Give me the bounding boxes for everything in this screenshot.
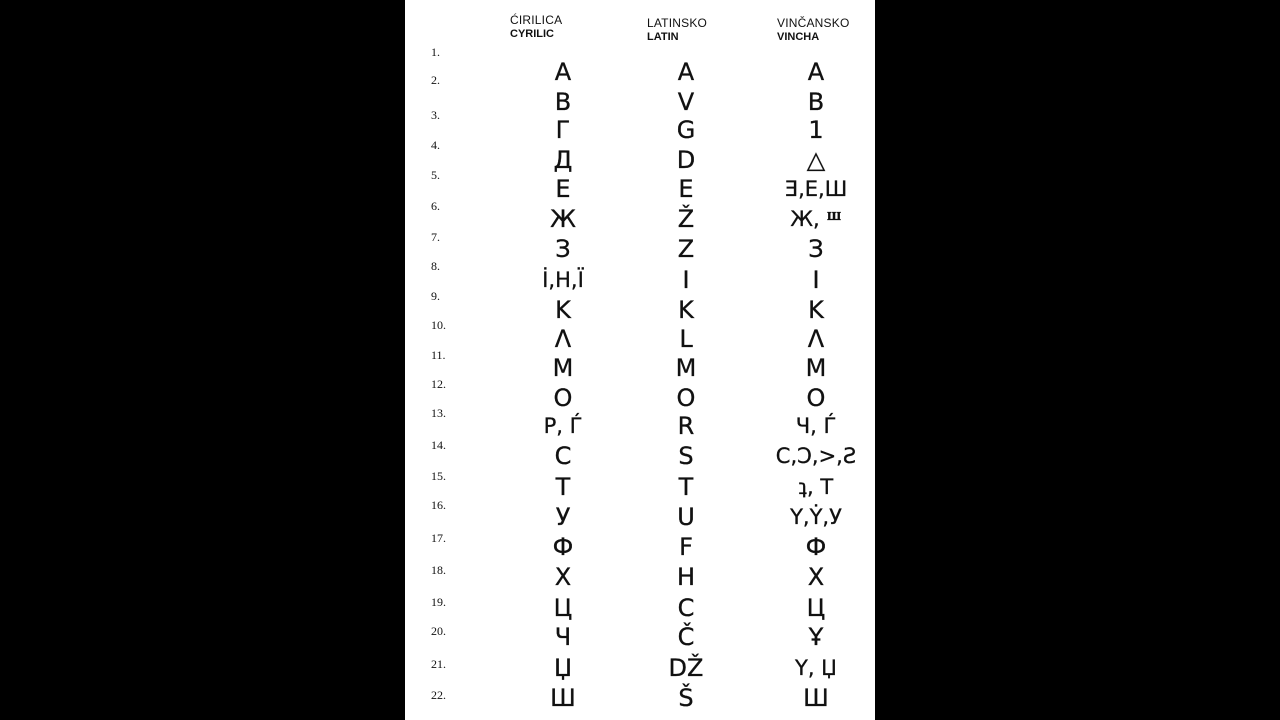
vinca-sign: Ш: [803, 684, 829, 712]
header-latin: [647, 16, 707, 44]
row-number: 9.: [431, 289, 440, 303]
row-number: 12.: [431, 377, 446, 391]
row-number: 17.: [431, 531, 446, 545]
latin-letter: K: [678, 296, 694, 324]
vinca-sign: △: [806, 146, 826, 174]
cyrillic-letter: T: [555, 473, 571, 501]
row-number: 7.: [431, 230, 440, 244]
vinca-sign: Ǝ,E,Ш: [784, 177, 848, 201]
row-number: 15.: [431, 469, 446, 483]
cyrillic-letter: X: [554, 563, 572, 591]
latin-letter: Č: [677, 623, 695, 651]
latin-letter: V: [677, 88, 695, 116]
latin-letter: F: [679, 533, 693, 561]
latin-letter: E: [678, 175, 694, 203]
latin-letter: C: [677, 594, 695, 622]
vinca-sign: ʇ, T: [798, 475, 834, 499]
row-number: 10.: [431, 318, 446, 332]
latin-letter: DŽ: [668, 654, 704, 682]
cyrillic-letter: P, Ѓ: [543, 414, 583, 438]
header-vinca-line1: VINČANSKO: [777, 16, 850, 30]
vinca-sign: A: [807, 58, 825, 86]
row-number: 21.: [431, 657, 446, 671]
cyrillic-letter: Џ: [553, 654, 573, 682]
cyrillic-letter: З: [555, 235, 571, 263]
latin-letter: Z: [677, 235, 695, 263]
vinca-sign: Y, Џ: [795, 656, 837, 680]
header-cyrillic: [510, 13, 562, 41]
vinca-sign: Ч, Ѓ: [795, 414, 837, 438]
header-latin-line1: LATINSKO: [647, 16, 708, 30]
vinca-sign: O: [806, 384, 826, 412]
vinca-sign: Ц: [806, 594, 826, 622]
row-number: 11.: [431, 348, 446, 362]
latin-letter: L: [679, 325, 693, 353]
cyrillic-letter: C: [554, 442, 572, 470]
cyrillic-letter: K: [555, 296, 571, 324]
cyrillic-letter: B: [554, 88, 572, 116]
alphabet-chart-sheet: [405, 0, 875, 720]
cyrillic-letter: У: [555, 503, 571, 531]
latin-letter: U: [677, 503, 695, 531]
latin-letter: A: [677, 58, 695, 86]
header-cyrillic-line1: ĆIRILICA: [510, 13, 563, 27]
vinca-sign: Ж, Ⱎ: [790, 207, 842, 231]
latin-letter: D: [676, 146, 696, 174]
latin-letter: T: [678, 473, 694, 501]
vinca-sign: Λ: [807, 325, 825, 353]
vinca-sign: Ұ: [808, 623, 824, 651]
latin-letter: M: [675, 354, 697, 382]
latin-letter: Š: [678, 684, 694, 712]
latin-letter: Ž: [677, 205, 695, 233]
vinca-sign: I: [812, 266, 820, 294]
cyrillic-letter: M: [552, 354, 574, 382]
row-number: 13.: [431, 406, 446, 420]
vinca-sign: X: [807, 563, 825, 591]
cyrillic-letter: Д: [553, 146, 573, 174]
vinca-sign: 1: [808, 116, 824, 144]
latin-letter: G: [676, 116, 696, 144]
row-number: 4.: [431, 138, 440, 152]
latin-letter: H: [676, 563, 696, 591]
cyrillic-letter: Ж: [550, 205, 576, 233]
vinca-sign: З: [808, 235, 824, 263]
row-number: 14.: [431, 438, 446, 452]
cyrillic-letter: Ч: [554, 623, 572, 651]
vinca-sign: M: [805, 354, 827, 382]
header-vinca: [777, 16, 849, 44]
vinca-sign: K: [808, 296, 824, 324]
latin-letter: S: [678, 442, 694, 470]
row-number: 6.: [431, 199, 440, 213]
row-number: 8.: [431, 259, 440, 273]
row-number: 19.: [431, 595, 446, 609]
row-number: 22.: [431, 688, 446, 702]
vinca-sign: B: [807, 88, 825, 116]
header-latin-line2: LATIN: [647, 31, 679, 43]
cyrillic-letter: Ш: [550, 684, 576, 712]
header-cyrillic-line2: CYRILIC: [510, 28, 554, 40]
cyrillic-letter: İ,H,Ï: [542, 268, 584, 292]
row-number: 5.: [431, 168, 440, 182]
row-number: 3.: [431, 108, 440, 122]
row-number: 18.: [431, 563, 446, 577]
vinca-sign: Ф: [805, 533, 827, 561]
latin-letter: I: [682, 266, 690, 294]
latin-letter: R: [677, 412, 695, 440]
vinca-sign: Y,Ẏ,У: [790, 505, 842, 529]
cyrillic-letter: A: [554, 58, 572, 86]
vinca-sign: C,Ɔ,>,Ƨ: [775, 444, 857, 468]
header-vinca-line2: VINCHA: [777, 31, 820, 43]
row-number: 16.: [431, 498, 446, 512]
latin-letter: O: [676, 384, 696, 412]
cyrillic-letter: O: [553, 384, 573, 412]
cyrillic-letter: Ф: [552, 533, 574, 561]
cyrillic-letter: E: [555, 175, 571, 203]
row-number: 2.: [431, 73, 440, 87]
row-number: 1.: [431, 45, 440, 59]
cyrillic-letter: Λ: [554, 325, 572, 353]
cyrillic-letter: Ц: [553, 594, 573, 622]
cyrillic-letter: Г: [555, 116, 571, 144]
row-number: 20.: [431, 624, 446, 638]
